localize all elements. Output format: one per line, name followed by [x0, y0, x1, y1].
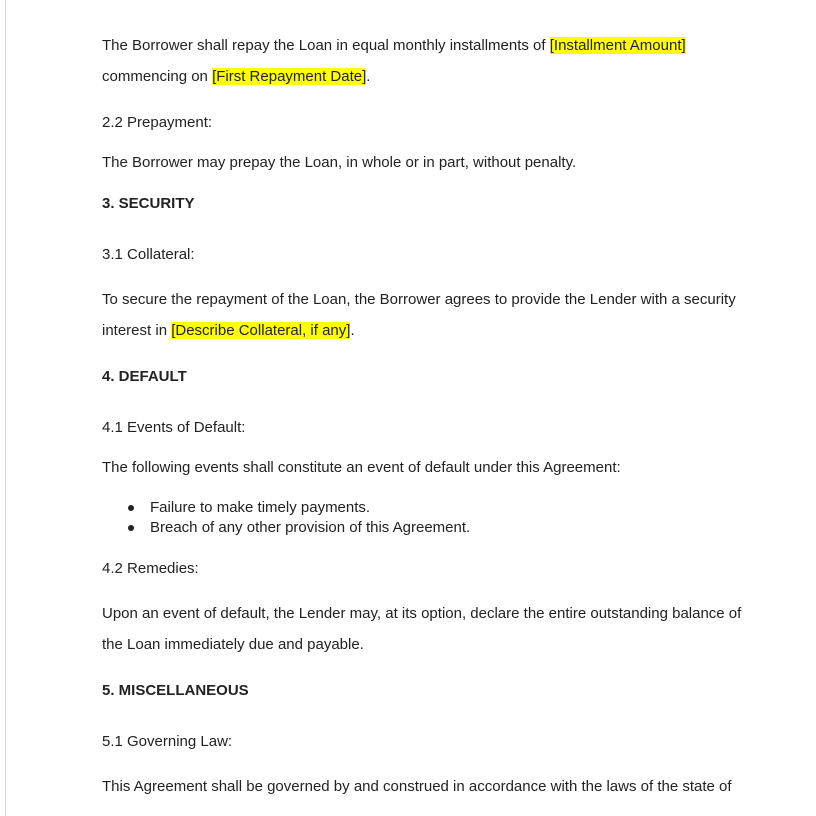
section-3-heading: 3. SECURITY	[102, 195, 195, 212]
prepayment-paragraph: The Borrower may prepay the Loan, in whole or in part, without penalty.	[102, 154, 577, 171]
collateral-text-2: .	[350, 322, 355, 339]
repayment-text-2: commencing on	[102, 68, 213, 85]
default-events-list	[102, 498, 742, 538]
page-left-border	[5, 0, 6, 816]
remedies-paragraph: Upon an event of default, the Lender may, at its option, declare the entire outstanding balance of the Loan immediately due and payable.	[102, 605, 742, 653]
collateral-placeholder: [Describe Collateral, if any]	[171, 322, 351, 339]
subsection-3-1-title: 3.1 Collateral:	[102, 246, 195, 263]
subsection-5-1-title: 5.1 Governing Law:	[102, 733, 233, 750]
collateral-text-1: To secure the repayment of the Loan, the Borrower agrees to provide the Lender with a security interest in	[102, 291, 736, 339]
document-body	[102, 30, 742, 816]
list-item	[150, 498, 742, 518]
installment-amount-placeholder: [Installment Amount]	[549, 37, 686, 54]
section-5-heading: 5. MISCELLANEOUS	[102, 682, 249, 699]
section-4-heading: 4. DEFAULT	[102, 368, 187, 385]
bullet-icon	[128, 525, 134, 531]
events-paragraph: The following events shall constitute an event of default under this Agreement:	[102, 459, 621, 476]
list-item	[150, 518, 742, 538]
repayment-paragraph	[102, 30, 742, 92]
list-item-text: Breach of any other provision of this Agreement.	[150, 519, 471, 536]
collateral-paragraph	[102, 284, 742, 346]
subsection-4-2-title: 4.2 Remedies:	[102, 560, 199, 577]
first-repayment-date-placeholder: [First Repayment Date]	[212, 68, 367, 85]
subsection-2-2-title: 2.2 Prepayment:	[102, 114, 213, 131]
repayment-text-3: .	[366, 68, 371, 85]
bullet-icon	[128, 505, 134, 511]
subsection-4-1-title: 4.1 Events of Default:	[102, 419, 246, 436]
list-item-text: Failure to make timely payments.	[150, 499, 371, 516]
governing-law-paragraph: This Agreement shall be governed by and construed in accordance with the laws of the state of	[102, 778, 732, 795]
repayment-text-1: The Borrower shall repay the Loan in equal monthly installments of	[102, 37, 550, 54]
